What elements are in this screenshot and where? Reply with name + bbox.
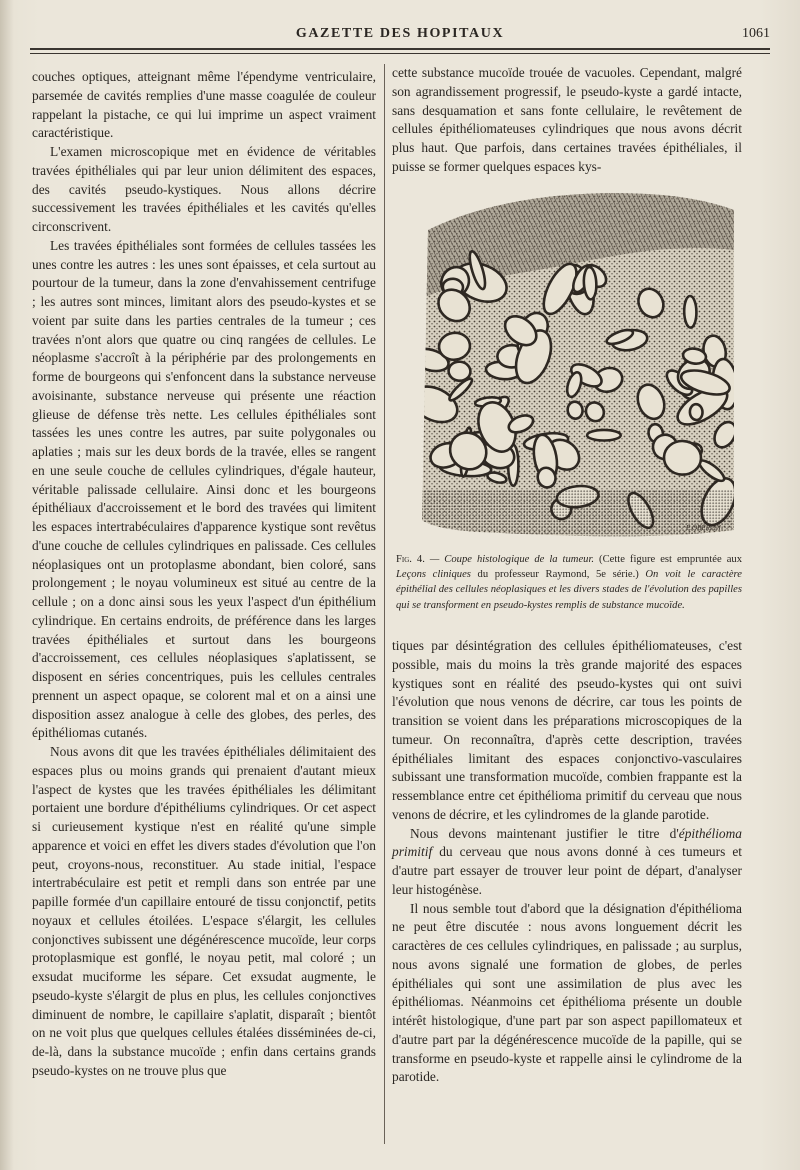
- pseudo-cyst: [583, 267, 597, 300]
- paragraph: couches optiques, atteignant même l'épendyme ventriculaire, parsemée de cavités remplies d'une masse coagulée de couleur rappelant la pistache, ce qui lui imprime un aspect vraiment caractéristique.: [32, 69, 376, 141]
- engraver-signature: E.OBERLIN: [686, 524, 721, 532]
- histology-figure: [418, 190, 736, 542]
- figure-source-book: Leçons cliniques: [396, 569, 471, 581]
- pseudo-cyst: [663, 440, 702, 475]
- column-divider: [384, 64, 385, 1144]
- paragraph: [392, 825, 742, 900]
- paragraph: Les travées épithéliales sont formées de cellules tassées les unes contre les autres : les unes sont épaisses, et cela surtout au pourtour de la tumeur, dans la zone d'envahissement centrifuge ; les autres sont minces, limitant alors des pseudo-kystes et se voient par suite dans les parties centrales de la tumeur ; ces travées n'ont alors que quatre ou cinq rangées de cellules. Le néoplasme s'accroît à la périphérie par des prolongements en forme de bourgeons qui s'enfoncent dans la substance nerveuse avoisinante, substance nerveuse qui présente une réaction glieuse de défense très nette. Les cellules épithéliales sont tassées les unes contre les autres, par suite polygonales ou aplaties ; mais sur les deux bords de la travée, elles se rangent en une seule couche de cellules cylindriques, d'égale hauteur, véritable palissade cellulaire. Ainsi donc et les bourgeons épithéliaux d'accroissement et le bord des travées qui limitent les espaces intertrabéculaires d'apparence kystique sont revêtus d'une couche de cellules cylindriques en palissade. Ces cellules néoplasiques ont un protoplasme abondant, bien coloré, sans prolongement ; le noyau volumineux est situé au centre de la cellule ; on a donc ainsi sous les yeux l'aspect d'un épithélium cylindrique. En certains endroits, de préférence dans les larges travées épithéliales et surtout dans les bourgeons d'accroissement, ces cellules néoplasiques s'aplatissent, se disposent en séries concentriques, puis les cellules centrales prennent un aspect opaque, se colorent mal et on a ainsi une disposition assez analogue à celle des globes, des perles, des épithéliomas cutanés.: [32, 237, 376, 741]
- histology-engraving: [418, 190, 736, 542]
- header-rule-thick: [30, 48, 770, 50]
- emphasis: épithélioma primitif: [392, 825, 742, 860]
- left-column: [32, 68, 376, 1081]
- paragraph: L'examen microscopique met en évidence de véritables travées épithéliales qui par leur union délimitent des espaces, des cavités pseudo-kystiques. Nous allons décrire successivement les travées épithéliales et les cavités qu'elles circonscrivent.: [32, 144, 376, 234]
- pseudo-cyst: [684, 296, 697, 328]
- journal-title: GAZETTE DES HOPITAUX: [295, 26, 505, 41]
- pseudo-cyst: [689, 404, 702, 420]
- paragraph: tiques par désintégration des cellules épithéliomateuses, c'est possible, mais du moins la très grande majorité des espaces kystiques sont en réalité des pseudo-kystes qui ont suivi l'évolution que nous venons de décrire, car tous les points de transition se voient dans les préparations microscopiques de la tumeur. On reconnaîtra, d'après cette description, travées épithéliales limitant des espaces conjonctivo-vasculaires subissant une transformation mucoïde, combien frappante est la ressemblance entre cet épithélioma primitif du cerveau que nous venons de décrire, et les cylindromes de la glande parotide.: [392, 638, 742, 822]
- figure-caption: [396, 552, 742, 613]
- pseudo-cyst: [587, 430, 621, 441]
- header-rule-thin: [30, 53, 770, 54]
- right-column-top: [392, 64, 742, 177]
- page-number: 1061: [742, 26, 770, 41]
- figure-source: (Cette figure est empruntée aux: [594, 554, 742, 565]
- paragraph: cette substance mucoïde trouée de vacuoles. Cependant, malgré son agrandissement progressif, le pseudo-kyste a gardé intacte, sans desquamation et sans fonte cellulaire, le revêtement de cellules épithéliomateuses cylindriques que nous avons décrit plus haut. Que parfois, dans certaines travées épithéliales, il puisse se former quelques espaces kys-: [392, 65, 742, 174]
- figure-source-end: du professeur Raymond, 5e série.): [470, 569, 639, 581]
- paragraph-text: du cerveau que nous avons donné à ces tumeurs et d'autre part essayer de trouver leur point de départ, d'analyser leur histogénèse.: [392, 844, 742, 897]
- pseudo-cyst: [448, 361, 472, 382]
- figure-note: On voit le caractère épithélial des cellules néoplasiques et les divers stades de l'évolution des papilles qui se transforment en pseudo-kystes remplis de substance mucoïde.: [396, 569, 742, 611]
- paragraph-text: Nous devons maintenant justifier le titre d': [410, 825, 679, 841]
- right-column-bottom: [392, 637, 742, 1087]
- paragraph: Nous avons dit que les travées épithéliales délimitaient des espaces plus ou moins grands qui prenaient d'autant mieux l'aspect de kystes que les travées épithéliales les délimitant portaient une bordure d'épithéliums cylindriques. Or cet aspect si curieusement kystique n'est en réalité qu'une simple apparence et voici en effet les divers stades d'évolution que l'on peut, croyons-nous, reconstituer. Au stade initial, l'espace intertrabéculaire est petit et rempli dans son entrée par une papille formée d'un capillaire entouré de tissu conjonctif, petits noyaux et cellules étoilées. L'espace s'élargit, les cellules conjonctives subissent une dégénérescence mucoïde, leur corps protoplasmique est gonflé, le noyau petit, mal coloré ; un exsudat muciforme les sépare. Cet exsudat augmente, le pseudo-kyste s'élargit de plus en plus, les cellules conjonctives diminuent de nombre, le capillaire s'aplatit, disparaît ; bientôt on ne voit plus que quelques cellules étalées disséminées de-ci, de-là, dans la substance mucoïde ; enfin dans certains grands pseudo-kystes on ne trouve plus que: [32, 744, 376, 1078]
- running-header: [30, 24, 770, 50]
- figure-title: — Coupe histologique de la tumeur.: [424, 554, 595, 565]
- paragraph: Il nous semble tout d'abord que la désignation d'épithélioma ne peut être discutée : nous avons longuement décrit les caractères de ces cellules cylindriques, en palissade ; au surplus, nous avons signalé une formation de globes, de perles épithéliales qui sont une assimilation de plus avec les épithéliomas. Néanmoins cet épithélioma présente un double intérêt histologique, d'une part par son aspect papillomateux et d'autre part par la dégénérescence mucoïde de la papille, qui se transforme en pseudo-kyste et rappelle ainsi le cylindrome de la parotide.: [392, 900, 742, 1085]
- figure-label: Fig. 4.: [396, 554, 425, 565]
